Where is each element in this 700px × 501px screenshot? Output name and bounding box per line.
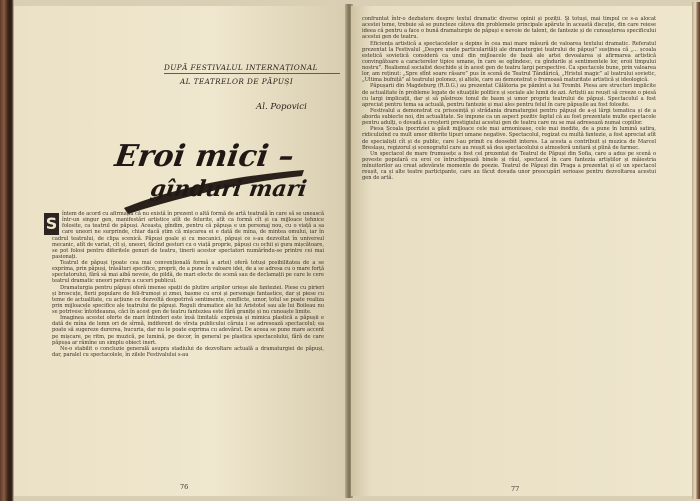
page-number-right: 77 (511, 485, 520, 493)
title-line2: gînduri mari (148, 176, 309, 202)
paragraph: Imaginea acestei oferte de mari întinderi este însă limitată: expresia și mimica plastică a păpușii e dată de mîna de lemn ori de sîrmă, indiferent de vîrsta publicului căruia i se adresează spectacolul; ea poate să sugereze durerea, bucuria, dar nu le poate exprima cu adevărat. De aceea se pune mare accent pe mișcare, pe ritm, pe muzică, pe lumină, pe decor, în general pe plastica spectacolului, fără de care păpușa ar rămîne un simplu obiect inert. (52, 315, 324, 346)
article-title (114, 136, 314, 216)
drop-cap: S (45, 214, 58, 233)
left-page-text (45, 211, 324, 479)
paragraph: Ne-o stabilit o concluzie generală asupra stadiului de dezvoltare actuală a dramaturgiei de păpuși, dar, paralel cu spectacolele, în zilele Festivalului s-au (52, 345, 324, 358)
festival-header-line2: AL TEATRELOR DE PĂPUȘI (180, 77, 294, 86)
left-page (14, 6, 347, 496)
festival-header-line1: DUPĂ FESTIVALUL INTERNAȚIONAL (164, 63, 318, 72)
article-author: Al. Popovici (256, 102, 307, 112)
book-cover-edge (692, 2, 700, 499)
header-rule (164, 73, 340, 74)
right-page-text (362, 16, 656, 484)
paragraph: confruntat într-o dezbatere despre textul dramatic diverse opinii și poziții. Și totuși, mai timpul ce s-a alocat acestei teme, trebuie să se puncteze câteva din problemele principale apărute în această discuție, din care reiese ideea că pentru a face o bună dramaturgie de păpuși e nevoie de talent, de fantezie și de cunoașterea specificului acestui gen de teatru. (362, 16, 656, 41)
paragraph: Festivalul a demonstrat cu prisosință și strădania dramaturgiei pentru păpuși de a-și lărgi tematica și de a aborda subiecte noi, din actualitate. Se impune ca un aspect pozitiv faptul că au fost prezentate multe spectacole pentru adulți, o dovadă a creșterii prestigiului acestui gen de teatru care nu se mai adresează numai copiilor. (362, 107, 656, 127)
paragraph: întem de acord cu afirmația că nu există în prezent o altă formă de artă teatrală în care să se unească într-un singur gen, manifestări artistice atît de felurite, atît ca formă cît și ca mijloace tehnice folosite, ca teatrul de păpuși. Aceasta, gîndim, pentru că păpușa e un personaj nou, cu o viață a sa care uneori ne surprinde, chiar dacă știm că mișcarea ei e dată de mîna, de mintea omului, iar în cadrul teatrului, de clipa scenică. Păpuși goale și cu mecanici, păpuși ce s-au dezvoltat în universul mecanic, atît de variat, cît și, uneori, făcînd gesturi cu o viață proprie, păpuși cu ochii și gura mișcătoare, se pot folosi pentru diferitele genuri de teatru, tinerii acestor spectatori numărîndu-se printre cei mai pasionați. (52, 211, 324, 260)
right-page (351, 6, 692, 496)
title-brush-stroke (114, 136, 314, 216)
paragraph: Eficiența artistică a spectacolelor a depins în cea mai mare măsură de valoarea textului dramatic. Referatul prezentat la Festivalul „Despre unele particularități ale dramaturgiei teatrului de păpuși” susținea că „... școala estetică sovietică consideră ca unul din mijloacele de bază ale artei devoalarea și afirmarea artistică convingătoare a caracterelor tipice umane, în care se oglindesc, cu gîndurile și sentimentele lor, eroii timpului nostru”. Realismul socialist deschide și în acest gen de teatru largi perspective. Ca spectacole bune, prin valoarea lor, am reținut: „Spre sfînt soare răsare” pus în scenă de Teatrul Țăndărică, „Hristul magic” al teatrului sovietic, „Ultima bufniță” al teatrului polonez, și altele, care au demonstrat o frumoasă maturitate artistică și ideologică. (362, 40, 656, 84)
paragraph: Piesa Școala ipocriziei a găsit mijloace cele mai armonioase, cele mai inedite, de a pune în lumină satira, ridiculizînd cu mult umor diferite tipuri umane negative. Spectacolul, regizat cu multă fantezie, a fost apreciat atît de specialiști cît și de public, care l-au primit cu deosebit interes. La acesta a contribuit și muzica de Marcel Breslașu, regizorul și scenograful care au reușit să dea spectacolului o atmosferă unitară și plină de farmec. (362, 126, 656, 151)
paragraph: Un spectacol de mare frumusețe a fost cel prezentat de Teatrul de Păpuși din Sofia, care a adus pe scenă o poveste populară cu eroi ce întruchipează binele și răul, spectacol în care fantezia artiștilor și măiestria mînuitorilor au creat adevărate momente de poezie. Teatrul de Păpuși din Praga a prezentat și el un spectacol reușit, ca și alte teatre participante, care au făcut dovada unor preocupări serioase pentru dezvoltarea acestui gen de artă. (362, 150, 656, 182)
paragraph: Teatrul de păpuși (poate cea mai convențională formă a artei) oferă totuși posibilitatea de a se exprima, prin păpuși, trăsături specifice, proprii, de a pune în valoare idei, de a se adresa cu o mare forță spectatorului, fără să mai aibă nevoie, de pildă, de mari efecte de scenă sau de declamații pe care le cere teatrul dramatic uneori pentru a cuceri publicul. (52, 260, 324, 285)
paragraph: Dramaturgia pentru păpuși oferă imense spații de plutire aripilor urieșe ale fanteziei. Piese cu pirieri și broscuțe, fierii populare de feli-frumoși și zmei, basme cu eroi și personaje fantastice, dar și piese cu teme de actualitate, cu acțiune ce dezvoltă deopotrivă sentimente, conflicte, umor, totul se poate realiza prin mijloacele specifice ale teatrului de păpuși. Reguli dramatice ale lui Aristotel sau ale lui Boileau nu se potrivesc întotdeauna, căci în acest gen de teatru fanteziea este fără granițe și nu cunoaște limite. (52, 284, 324, 315)
page-number-left: 76 (180, 483, 189, 491)
paragraph: Păpușarii din Magdeburg (R.D.G.) au prezentat Călătoria pe pămînt a lui Trombi. Piesa are structuri implicite de actualitate în probleme legate de situațiile politice și sociale ale lumii de azi. Artiștii au reușit să creeze o piesă cu largi implicații, dar și să păstreze tonul de basm și umor propriu teatrului de păpuși. Spectacolul a fost apreciat pentru tema sa actuală, pentru fantezie și mai ales pentru felul în care păpușile au fost folosite. (362, 83, 656, 108)
title-line1: Eroi mici – (112, 139, 297, 174)
